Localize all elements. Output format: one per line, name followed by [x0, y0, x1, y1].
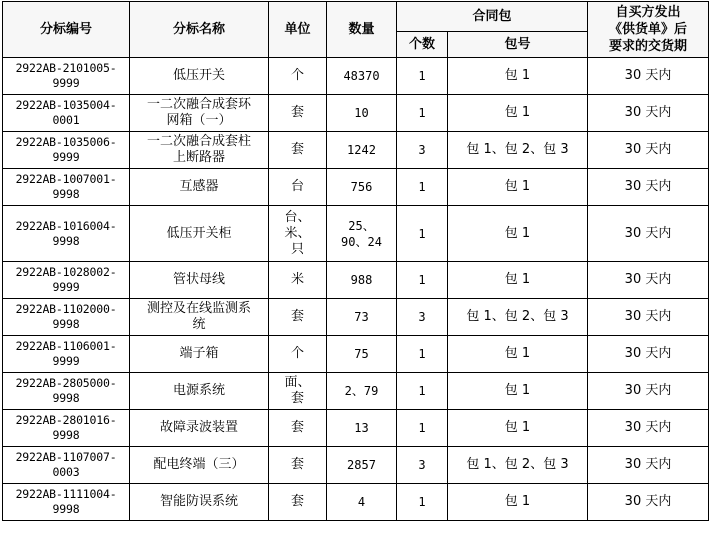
cell-pack-id: 包 1、包 2、包 3: [448, 299, 588, 336]
cell-name: [130, 58, 269, 95]
cell-quantity-line1: 2、79: [344, 384, 379, 398]
cell-pack-count: 1: [397, 336, 448, 373]
cell-pack-id: 包 1: [448, 410, 588, 447]
cell-unit: [269, 132, 327, 169]
cell-quantity-line1: 2857: [347, 458, 376, 472]
cell-pack-count: 1: [397, 484, 448, 521]
cell-quantity: [327, 169, 397, 206]
cell-quantity: [327, 262, 397, 299]
cell-quantity: [327, 410, 397, 447]
cell-name: [130, 206, 269, 262]
cell-pack-count: 1: [397, 95, 448, 132]
cell-unit-line1: 套: [290, 457, 304, 472]
table-row: [3, 410, 709, 447]
cell-delivery: 30 天内: [588, 447, 709, 484]
cell-quantity: [327, 373, 397, 410]
cell-code: [3, 299, 130, 336]
cell-code: [3, 336, 130, 373]
cell-unit-line1: 套: [290, 309, 304, 324]
table-row: [3, 95, 709, 132]
cell-name-line1: 管状母线: [172, 272, 225, 287]
cell-name: [130, 447, 269, 484]
cell-name: [130, 336, 269, 373]
cell-unit: [269, 373, 327, 410]
cell-unit: [269, 299, 327, 336]
cell-name-line2: 统: [192, 317, 206, 332]
cell-pack-count: 3: [397, 447, 448, 484]
cell-code-line2: 9999: [52, 280, 80, 294]
header-code: 分标编号: [3, 2, 130, 58]
cell-name: [130, 484, 269, 521]
table-row: [3, 132, 709, 169]
table-row: [3, 206, 709, 262]
cell-name: [130, 299, 269, 336]
cell-name-line1: 智能防误系统: [159, 494, 238, 509]
cell-code-line1: 2922AB-1028002-: [15, 265, 117, 279]
header-delivery-line2: 《供货单》后: [609, 22, 688, 37]
cell-code-line1: 2922AB-1035004-: [15, 98, 117, 112]
cell-pack-count: 3: [397, 299, 448, 336]
cell-quantity: [327, 58, 397, 95]
cell-pack-count: 1: [397, 58, 448, 95]
cell-unit: [269, 410, 327, 447]
cell-quantity-line1: 75: [354, 347, 369, 361]
cell-name-line2: 网箱（一）: [166, 113, 232, 128]
cell-quantity: [327, 132, 397, 169]
cell-name: [130, 132, 269, 169]
cell-delivery: 30 天内: [588, 95, 709, 132]
cell-code-line2: 9999: [52, 76, 80, 90]
cell-unit-line1: 套: [290, 494, 304, 509]
cell-delivery: 30 天内: [588, 58, 709, 95]
cell-code: [3, 484, 130, 521]
cell-pack-id: 包 1: [448, 206, 588, 262]
cell-code-line1: 2922AB-1007001-: [15, 172, 117, 186]
table-header: [3, 2, 709, 58]
cell-delivery: 30 天内: [588, 410, 709, 447]
cell-delivery: 30 天内: [588, 262, 709, 299]
cell-unit: [269, 58, 327, 95]
cell-unit-line1: 台、: [284, 209, 311, 225]
cell-pack-count: 3: [397, 132, 448, 169]
cell-code-line2: 9999: [52, 354, 80, 368]
header-delivery-line3: 要求的交货期: [609, 39, 688, 54]
cell-name-line1: 低压开关: [172, 68, 225, 83]
cell-delivery: 30 天内: [588, 299, 709, 336]
header-contract-pack: 合同包: [397, 2, 588, 32]
cell-unit-line1: 个: [290, 68, 304, 83]
cell-code-line1: 2922AB-1111004-: [15, 487, 117, 501]
cell-unit: [269, 95, 327, 132]
cell-name: [130, 262, 269, 299]
cell-name-line1: 互感器: [179, 179, 219, 194]
cell-quantity: [327, 206, 397, 262]
cell-pack-id: 包 1、包 2、包 3: [448, 132, 588, 169]
cell-delivery: 30 天内: [588, 169, 709, 206]
cell-code-line1: 2922AB-1107007-: [15, 450, 117, 464]
cell-pack-id: 包 1: [448, 484, 588, 521]
header-unit: 单位: [269, 2, 327, 58]
table-body: [3, 58, 709, 521]
cell-quantity-line1: 1242: [347, 143, 376, 157]
cell-pack-count: 1: [397, 206, 448, 262]
cell-code-line1: 2922AB-1106001-: [15, 339, 117, 353]
cell-quantity-line1: 4: [357, 495, 366, 509]
cell-code: [3, 58, 130, 95]
cell-quantity: [327, 447, 397, 484]
cell-pack-id: 包 1、包 2、包 3: [448, 447, 588, 484]
cell-code-line1: 2922AB-1102000-: [15, 302, 117, 316]
header-quantity: 数量: [327, 2, 397, 58]
cell-pack-id: 包 1: [448, 95, 588, 132]
cell-unit: [269, 262, 327, 299]
cell-code-line1: 2922AB-1016004-: [15, 218, 117, 233]
cell-unit-line1: 套: [290, 142, 304, 157]
cell-unit-line1: 米: [290, 272, 304, 287]
cell-code-line2: 9998: [52, 233, 80, 248]
cell-name-line1: 一二次融合成套柱: [146, 134, 251, 149]
cell-name-line1: 故障录波装置: [159, 420, 238, 435]
table-row: [3, 336, 709, 373]
cell-code-line1: 2922AB-2801016-: [15, 413, 117, 427]
cell-quantity: [327, 336, 397, 373]
cell-quantity-line2: 90、24: [341, 234, 382, 249]
cell-quantity-line1: 73: [354, 310, 369, 324]
cell-pack-id: 包 1: [448, 58, 588, 95]
cell-code-line2: 9998: [52, 428, 80, 442]
cell-quantity-line1: 48370: [343, 69, 380, 83]
cell-unit: [269, 169, 327, 206]
cell-unit: [269, 336, 327, 373]
cell-name: [130, 410, 269, 447]
cell-unit-line1: 个: [290, 346, 304, 361]
cell-name: [130, 373, 269, 410]
cell-pack-count: 1: [397, 262, 448, 299]
cell-code: [3, 447, 130, 484]
cell-delivery: 30 天内: [588, 132, 709, 169]
cell-delivery: 30 天内: [588, 336, 709, 373]
table-row: [3, 373, 709, 410]
cell-quantity-line1: 10: [354, 106, 369, 120]
cell-unit-line2: 米、: [284, 225, 311, 241]
cell-quantity-line1: 13: [354, 421, 369, 435]
cell-name-line1: 测控及在线监测系: [146, 301, 251, 316]
cell-code-line2: 0003: [52, 465, 80, 479]
table-row: [3, 262, 709, 299]
cell-pack-id: 包 1: [448, 262, 588, 299]
header-pack-count: 个数: [397, 32, 448, 58]
header-pack-id: 包号: [448, 32, 588, 58]
cell-name-line1: 电源系统: [172, 383, 225, 398]
table-row: [3, 169, 709, 206]
cell-code-line2: 0001: [52, 113, 80, 127]
cell-name: [130, 95, 269, 132]
cell-quantity-line1: 25、: [348, 218, 375, 233]
cell-code: [3, 95, 130, 132]
cell-name-line1: 一二次融合成套环: [146, 97, 251, 112]
cell-quantity: [327, 299, 397, 336]
cell-quantity: [327, 484, 397, 521]
cell-quantity: [327, 95, 397, 132]
cell-name-line1: 配电终端（三）: [153, 457, 245, 472]
cell-name-line1: 低压开关柜: [166, 225, 232, 241]
cell-code-line1: 2922AB-1035006-: [15, 135, 117, 149]
table-row: [3, 484, 709, 521]
cell-delivery: 30 天内: [588, 373, 709, 410]
cell-name: [130, 169, 269, 206]
cell-unit-line1: 套: [290, 420, 304, 435]
cell-delivery: 30 天内: [588, 484, 709, 521]
cell-pack-id: 包 1: [448, 169, 588, 206]
table-row: [3, 447, 709, 484]
cell-code-line2: 9998: [52, 317, 80, 331]
cell-code-line2: 9998: [52, 187, 80, 201]
header-delivery: [588, 2, 709, 58]
cell-name-line2: 上断路器: [172, 150, 225, 165]
cell-unit-line1: 套: [290, 105, 304, 120]
cell-name-line1: 端子箱: [179, 346, 219, 361]
cell-code-line2: 9998: [52, 391, 80, 405]
cell-code-line2: 9998: [52, 502, 80, 516]
cell-unit-line3: 只: [290, 241, 304, 257]
cell-unit-line2: 套: [290, 391, 304, 406]
cell-code-line2: 9999: [52, 150, 80, 164]
cell-pack-count: 1: [397, 169, 448, 206]
cell-code: [3, 132, 130, 169]
table-row: [3, 58, 709, 95]
cell-pack-id: 包 1: [448, 336, 588, 373]
cell-code: [3, 410, 130, 447]
cell-code: [3, 373, 130, 410]
table-row: [3, 299, 709, 336]
cell-unit: [269, 206, 327, 262]
cell-unit-line1: 面、: [284, 375, 311, 390]
cell-unit-line1: 台: [290, 179, 304, 194]
cell-pack-count: 1: [397, 373, 448, 410]
cell-quantity-line1: 988: [350, 273, 373, 287]
cell-unit: [269, 484, 327, 521]
cell-pack-count: 1: [397, 410, 448, 447]
cell-code-line1: 2922AB-2805000-: [15, 376, 117, 390]
cell-quantity-line1: 756: [350, 180, 373, 194]
cell-code-line1: 2922AB-2101005-: [15, 61, 117, 75]
cell-delivery: 30 天内: [588, 206, 709, 262]
cell-unit: [269, 447, 327, 484]
cell-code: [3, 262, 130, 299]
header-delivery-line1: 自买方发出: [615, 5, 681, 20]
cell-code: [3, 169, 130, 206]
cell-pack-id: 包 1: [448, 373, 588, 410]
header-name: 分标名称: [130, 2, 269, 58]
cell-code: [3, 206, 130, 262]
procurement-table: [2, 1, 709, 521]
